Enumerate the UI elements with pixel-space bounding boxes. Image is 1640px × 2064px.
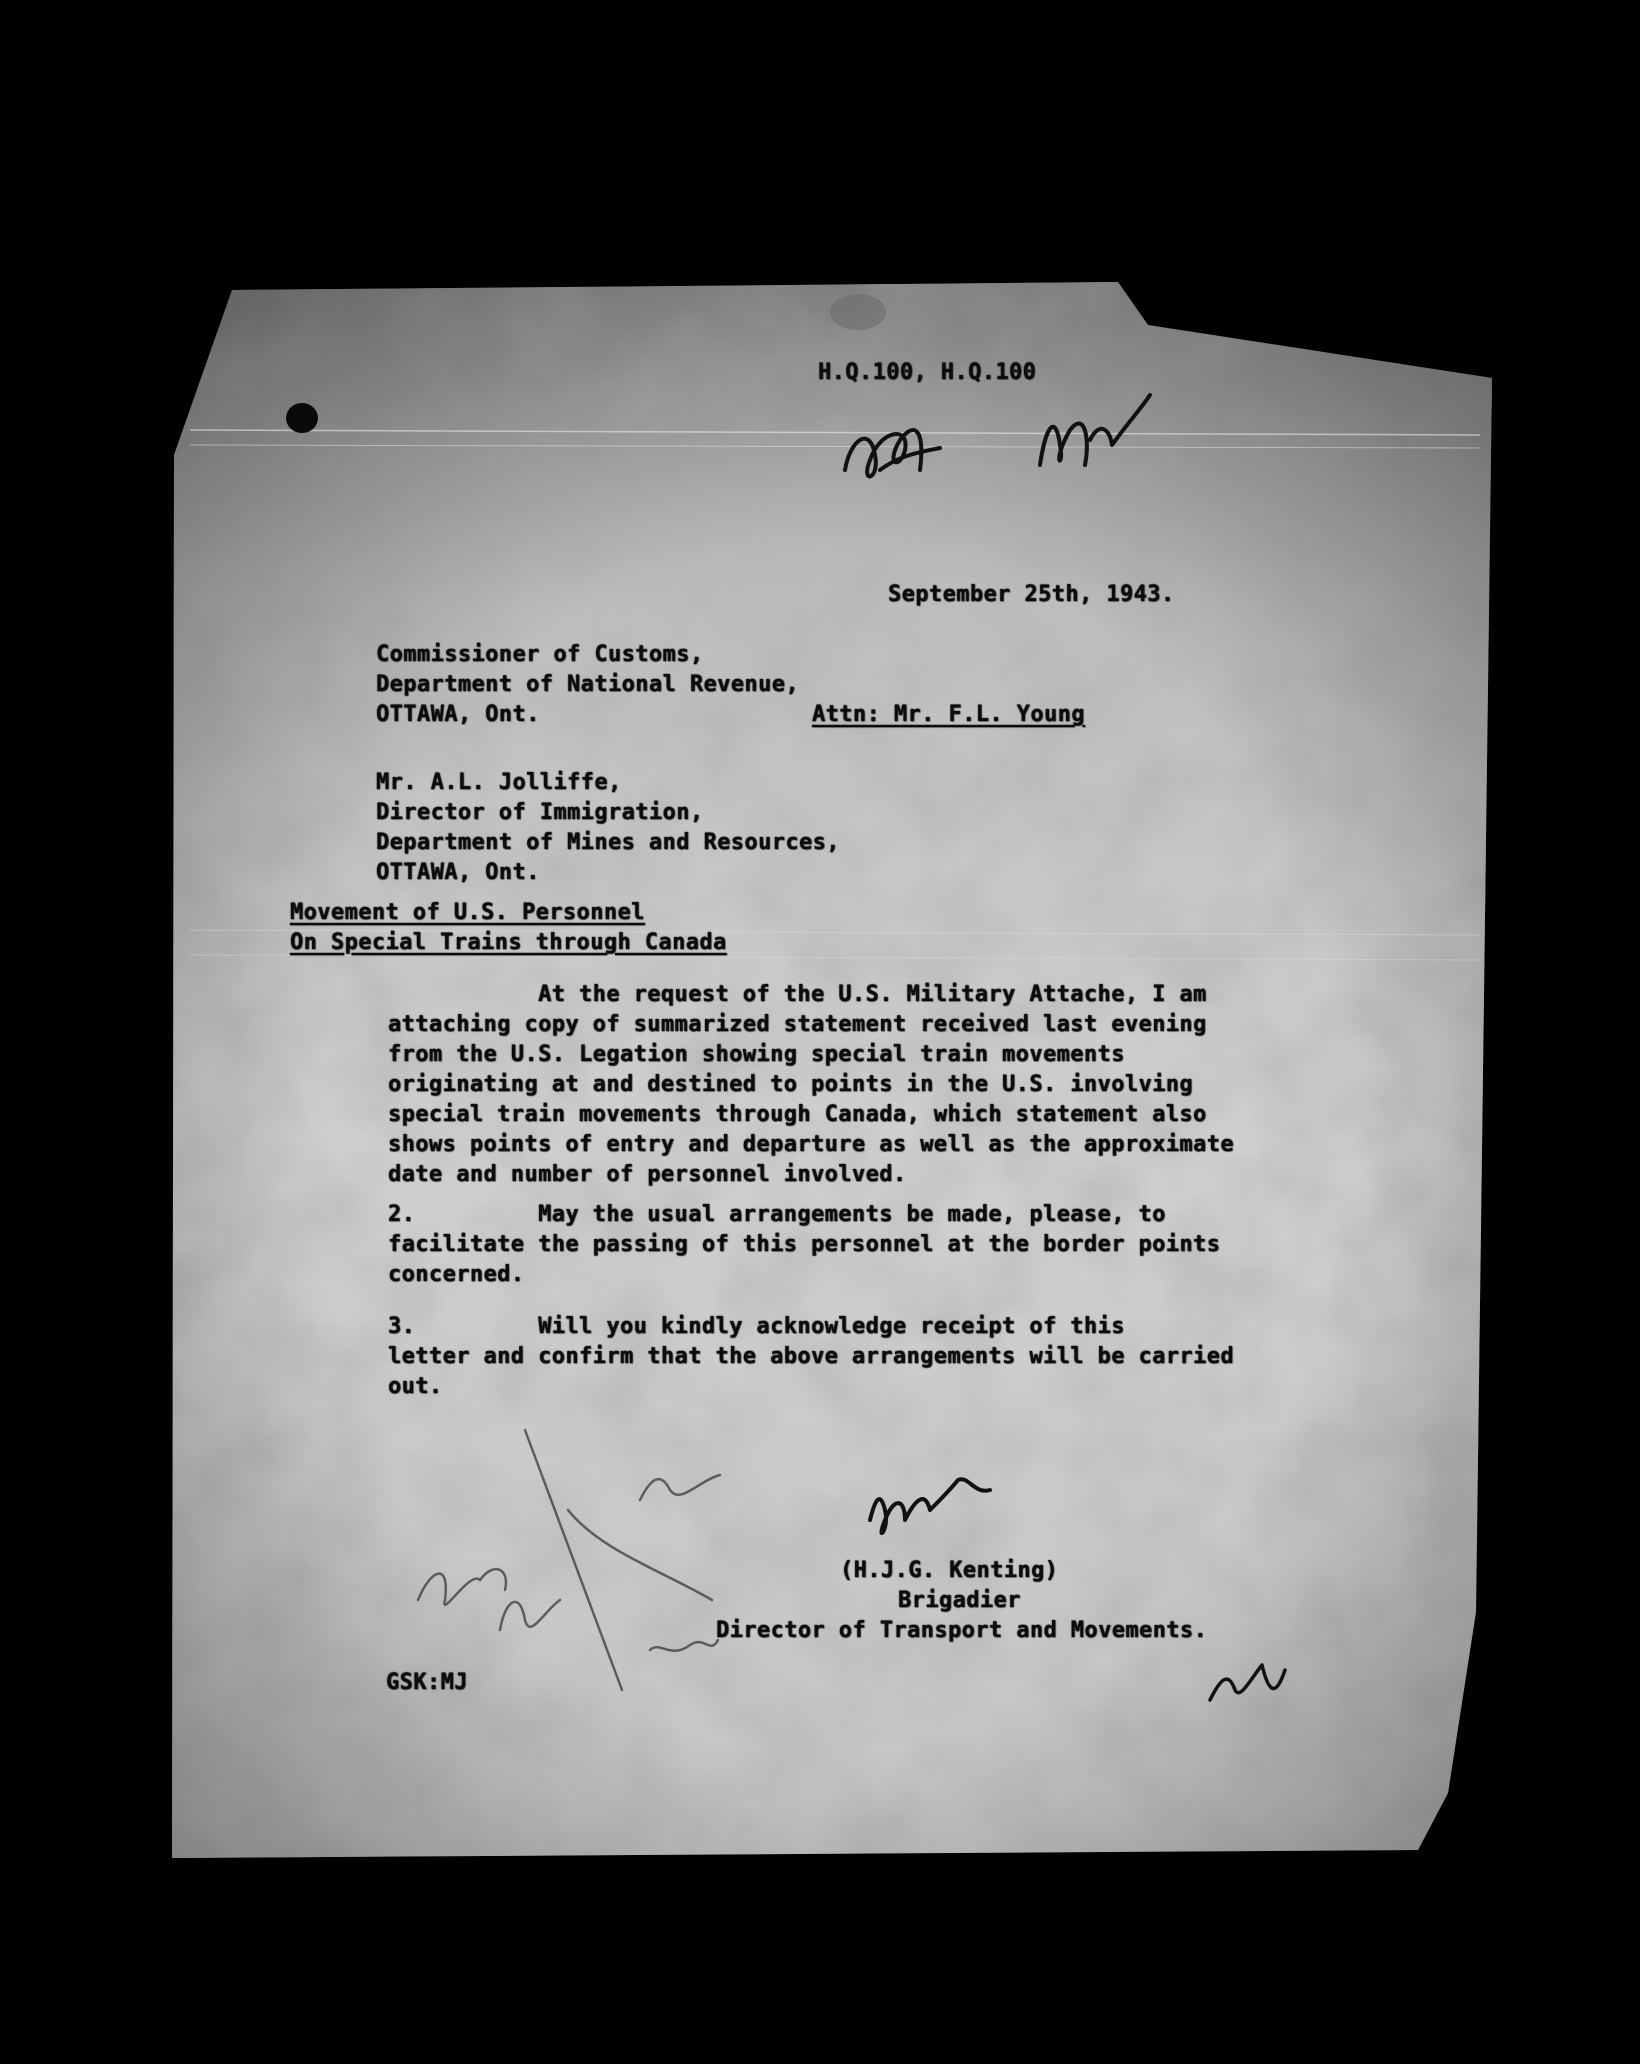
pencil-notes [418, 1475, 720, 1651]
body-line: 2. May the usual arrangements be made, please, to [388, 1202, 1166, 1227]
body-line: facilitate the passing of this personnel at the border points [388, 1232, 1221, 1257]
reference-initials: GSK:MJ [386, 1670, 468, 1695]
subject-line: On Special Trains through Canada [290, 930, 727, 955]
recipient-immigration-line: Director of Immigration, [376, 800, 704, 825]
file-reference: H.Q.100, H.Q.100 [818, 360, 1037, 385]
signature-title: Director of Transport and Movements. [716, 1618, 1208, 1643]
body-line: attaching copy of summarized statement received last evening [388, 1012, 1207, 1037]
checkmark-initials-bottom-right [1210, 1665, 1285, 1700]
signature-name: (H.J.G. Kenting) [840, 1558, 1059, 1583]
pencil-strike-line [568, 1510, 712, 1600]
body-line: At the request of the U.S. Military Attache, I am [388, 982, 1207, 1007]
recipient-customs-line: Department of National Revenue, [376, 672, 799, 697]
body-line: shows points of entry and departure as well as the approximate [388, 1132, 1234, 1157]
recipient-customs-line: Commissioner of Customs, [376, 642, 704, 667]
attention-line: Attn: Mr. F.L. Young [812, 702, 1085, 727]
body-line: from the U.S. Legation showing special train movements [388, 1042, 1125, 1067]
body-line: date and number of personnel involved. [388, 1162, 907, 1187]
recipient-customs-line: OTTAWA, Ont. [376, 702, 540, 727]
signature-rank: Brigadier [898, 1588, 1021, 1613]
letter-date: September 25th, 1943. [888, 582, 1175, 607]
recipient-immigration-line: OTTAWA, Ont. [376, 860, 540, 885]
body-line: originating at and destined to points in the U.S. involving [388, 1072, 1194, 1097]
pencil-strike-line [525, 1430, 622, 1690]
body-line: letter and confirm that the above arrangements will be carried [388, 1344, 1234, 1369]
body-line: concerned. [388, 1262, 525, 1287]
recipient-immigration-line: Mr. A.L. Jolliffe, [376, 770, 622, 795]
body-line: 3. Will you kindly acknowledge receipt of this [388, 1314, 1125, 1339]
body-line: special train movements through Canada, which statement also [388, 1102, 1207, 1127]
body-line: out. [388, 1374, 443, 1399]
handwritten-initials-top-left [845, 430, 940, 476]
handwritten-initials-top-right [1040, 395, 1150, 465]
subject-line: Movement of U.S. Personnel [290, 900, 645, 925]
recipient-immigration-line: Department of Mines and Resources, [376, 830, 840, 855]
signature-scrawl [870, 1479, 990, 1533]
